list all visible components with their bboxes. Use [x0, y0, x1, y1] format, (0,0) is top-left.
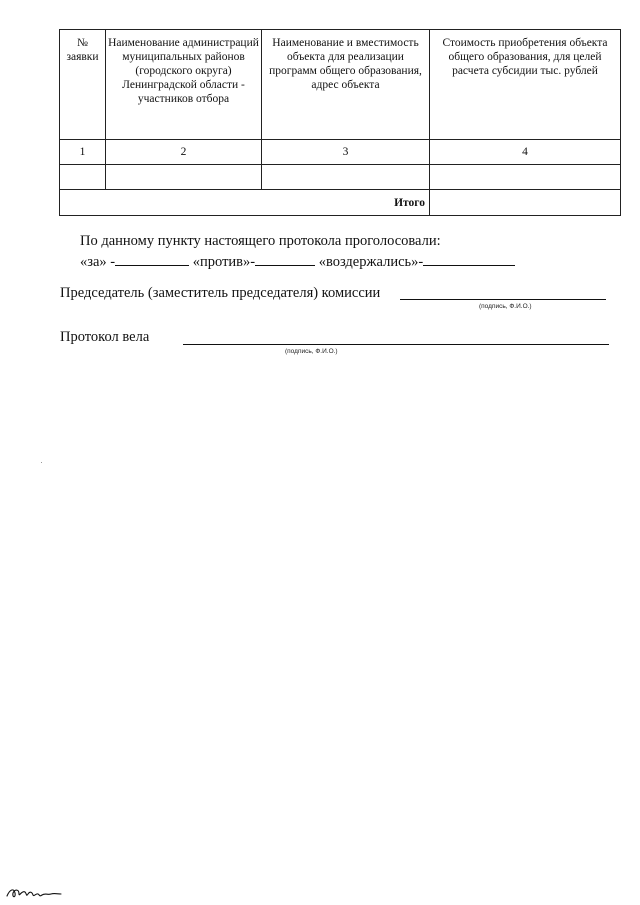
chair-caption: (подпись, Ф.И.О.) — [479, 303, 532, 310]
table-header-row — [60, 30, 621, 140]
protocol-caption: (подпись, Ф.И.О.) — [285, 348, 338, 355]
vote-against-label: «против»- — [192, 254, 256, 270]
column-number: 2 — [106, 140, 262, 165]
vote-section — [80, 232, 515, 272]
column-number: 4 — [430, 140, 621, 165]
vote-for-blank — [115, 251, 189, 266]
vote-intro: По данному пункту настоящего протокола проголосовали: — [80, 233, 441, 249]
column-number: 3 — [262, 140, 430, 165]
scan-speck — [41, 462, 42, 463]
table-number-row — [60, 140, 621, 165]
table-cell — [430, 165, 621, 190]
chair-signature-line — [400, 299, 606, 300]
total-label: Итого — [60, 190, 430, 216]
vote-for-label: «за» - — [80, 254, 116, 270]
table-row — [60, 165, 621, 190]
vote-abstain-blank — [423, 251, 515, 266]
vote-line — [80, 251, 515, 272]
total-value-cell — [430, 190, 621, 216]
protocol-label: Протокол вела — [60, 329, 150, 345]
subsidy-table — [59, 29, 621, 216]
chair-label: Председатель (заместитель председателя) комиссии — [60, 285, 381, 301]
handwritten-initials-mark — [6, 886, 62, 900]
header-administration-name: Наименование администраций муниципальных районов (городского округа) Ленинградской области - участников отбора — [106, 30, 262, 140]
header-object-cost: Стоимость приобретения объекта общего образования, для целей расчета субсидии тыс. рублей — [430, 30, 621, 140]
vote-against-blank — [255, 251, 315, 266]
vote-abstain-label: «воздержались»- — [318, 254, 424, 270]
table-cell — [262, 165, 430, 190]
table-cell — [106, 165, 262, 190]
column-number: 1 — [60, 140, 106, 165]
protocol-signature-line — [183, 344, 609, 345]
header-object-name: Наименование и вместимость объекта для реализации программ общего образования, адрес объекта — [262, 30, 430, 140]
table-cell — [60, 165, 106, 190]
table-total-row — [60, 190, 621, 216]
header-application-number: № заявки — [60, 30, 106, 140]
